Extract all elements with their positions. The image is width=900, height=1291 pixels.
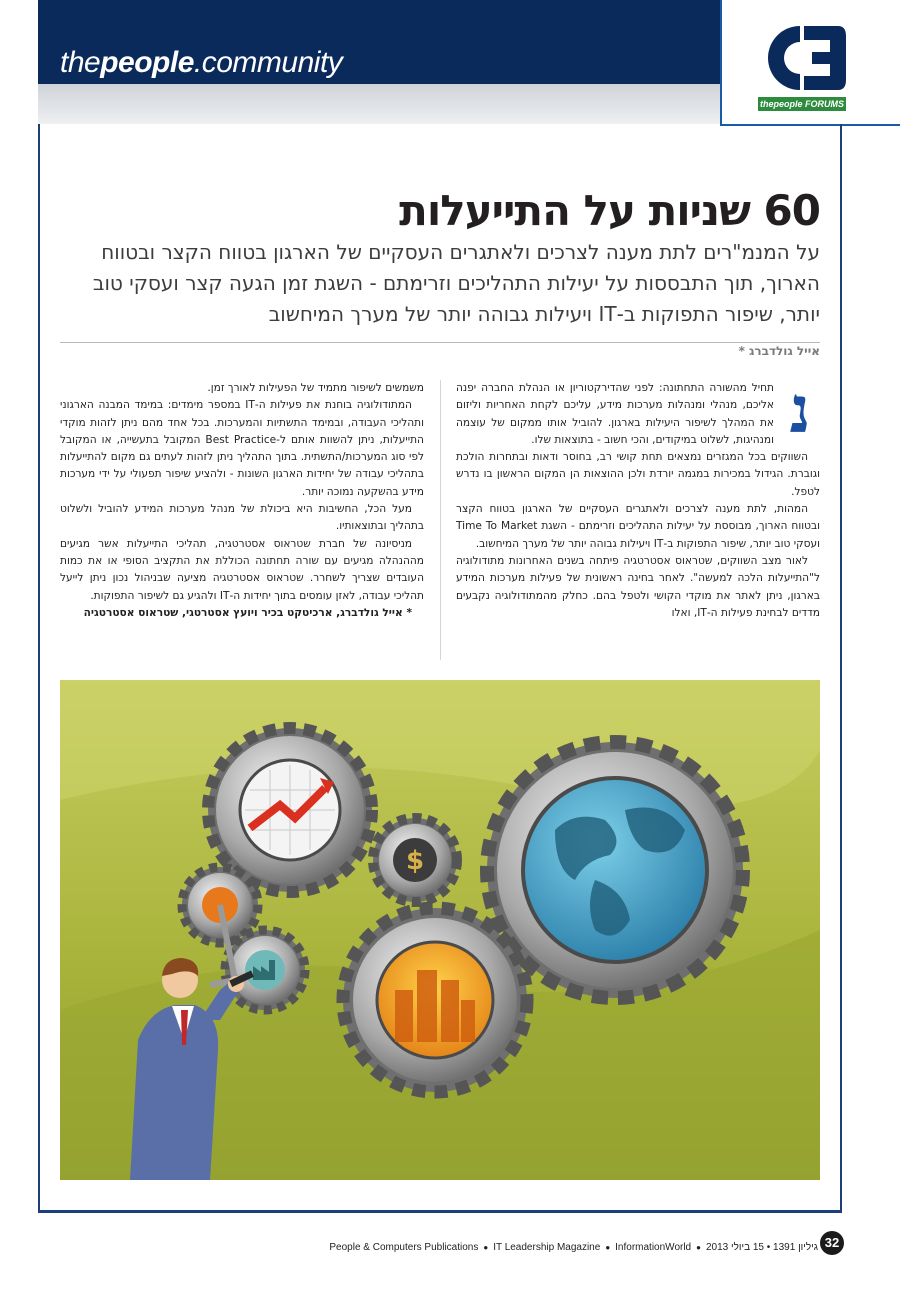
city-gear (343, 908, 527, 1092)
article-paragraph: מניסיונה של חברת שטראוס אסטרטגיה, תהליכי התייעלות אשר מגיעים מההנהלה מגיעים עם שורה תחתונה הכוללת את התקציב הסופי או את כמות העובדים שצריך לשחרר. שטראוס אסטרטגיה מציעה שבניהול נכון ניתן לייעל תהליכי עבודה, לאזן עומסים בתוך יחידות ה-IT ולהגיע גם לשיפור התפוקות. (60, 537, 424, 602)
footer-issue: גיליון 1391 • 15 ביולי 2013 (705, 1241, 818, 1253)
footer-publisher: People & Computers Publications (329, 1241, 479, 1253)
article-column-right (456, 373, 820, 622)
article-title: 60 שניות על התייעלות (399, 186, 820, 235)
globe-gear (487, 742, 743, 998)
gears-illustration (60, 680, 820, 1180)
frame-left-rule (38, 124, 40, 1212)
paragraph-text: תחיל מהשורה התחתונה: לפני שהדירקטוריון או הנהלת החברה יפנה אליכם, מנהלי ומנהלות מערכות מידע, עליכם לקחת האחריות וליזום את המהלך לשיפור היעילות בארגון. להוביל אותו ממקום של עוצמה ומנהיגות, לשלוט במיקודים, והכי חשוב - בתוצאות שלו. (456, 382, 774, 446)
c3-logo-icon (752, 18, 848, 98)
footer-website: InformationWorld (615, 1241, 692, 1253)
brand-community: .community (193, 46, 343, 79)
author-bio: * אייל גולדברג, ארכיטקט בכיר ויועץ אסטרטגי, שטראוס אסטרטגיה (83, 606, 412, 619)
column-divider (440, 380, 441, 660)
title-separator (60, 342, 820, 343)
footer-separator-dot: ● (696, 1242, 701, 1252)
article-paragraph: לאור מצב השווקים, שטראוס אסטרטגיה פיתחה בשנים האחרונות מתודולוגיה ל"התייעלות הלכה למעשה". לאחר בחינה ראשונית של פעילות מערכות המידע בארגון, ניתן לאתר את מוקדי הקושי ולטפל בהם. כחלק מהמתודולוגיה נקבעים מדדים לבחינת פעילות ה-IT, ואלו (456, 554, 820, 619)
masthead-gradient-strip (38, 84, 720, 124)
article-paragraph (456, 373, 820, 449)
svg-text:$: $ (405, 846, 425, 876)
masthead-brand (60, 46, 342, 80)
article-column-left (60, 380, 424, 622)
c3-logo-box (720, 0, 900, 126)
brand-the: the (60, 46, 101, 79)
footer-separator-dot: ● (483, 1242, 489, 1252)
brand-people: people (100, 46, 194, 79)
chart-gear (208, 728, 372, 892)
drop-cap: נ (789, 373, 811, 448)
frame-right-rule (840, 124, 842, 1212)
article-paragraph: השווקים בכל המגזרים נמצאים תחת קושי רב, בחוסר ודאות ובתחרות הולכת וגוברת. הגידול במכירות במגמה יורדת ולכן ההוצאות הן המקום הראשון בו נדרש לטפל. (456, 451, 820, 498)
frame-bottom-rule (38, 1210, 842, 1213)
article-paragraph: המהות, לתת מענה לצרכים ולאתגרים העסקיים של הארגון בטווח הקצר ובטווח הארוך, מבוססת על יעילות התהליכים וזרימתם - השגת Time To Market ועסקי טוב יותר, שיפור התפוקות ב-IT ויעילות גבוהה יותר של מערך המיחשוב. (456, 503, 820, 550)
article-paragraph: המתודולוגיה בוחנת את פעילות ה-IT במספר מימדים: במימד המבנה הארגוני ותהליכי העבודה, ובמימד התשתיות והמערכות. בכל אחד מהם ניתן לזהות מוקדי התייעלות, ניתן להשוות אותם ל-Best Practice המקובל בתעשייה, או המקובל לפי סוג המערכות/התשתית. בתוך התהליך ניתן לזהות לעתים גם מקום להתייעלות בתהליכי עבודה של יחידות הארגון השונות - ולהציע שיפור תפעולי על ידי מערכות מידע בהשקעה נמוכה יותר. (60, 399, 424, 498)
forums-label: thepeople FORUMS (759, 99, 844, 109)
masthead-band (38, 0, 720, 84)
article-paragraph: מעל הכל, החשיבות היא ביכולת של מנהל מערכות המידע להוביל ולשלוט בתהליך ובתוצאותיו. (60, 503, 424, 533)
dollar-gear (373, 818, 457, 902)
page-footer (329, 1238, 818, 1256)
footer-separator-dot: ● (605, 1242, 611, 1252)
page-number-badge: 32 (820, 1231, 844, 1255)
footer-magazine: IT Leadership Magazine (493, 1241, 601, 1253)
article-byline: אייל גולדברג * (738, 344, 820, 358)
article-paragraph: משמשים לשיפור מתמיד של הפעילות לאורך זמן. (207, 382, 424, 394)
article-subtitle: על המנמ"רים לתת מענה לצרכים ולאתגרים העסקיים של הארגון בטווח הקצר ובטווח הארוך, תוך התבססות על יעילות התהליכים וזרימתם - השגת זמן הגעה קצר ועסקי טוב יותר, שיפור התפוקות ב-IT ויעילות גבוהה יותר של מערך המיחשוב (92, 240, 820, 326)
factory-gear (225, 930, 305, 1010)
